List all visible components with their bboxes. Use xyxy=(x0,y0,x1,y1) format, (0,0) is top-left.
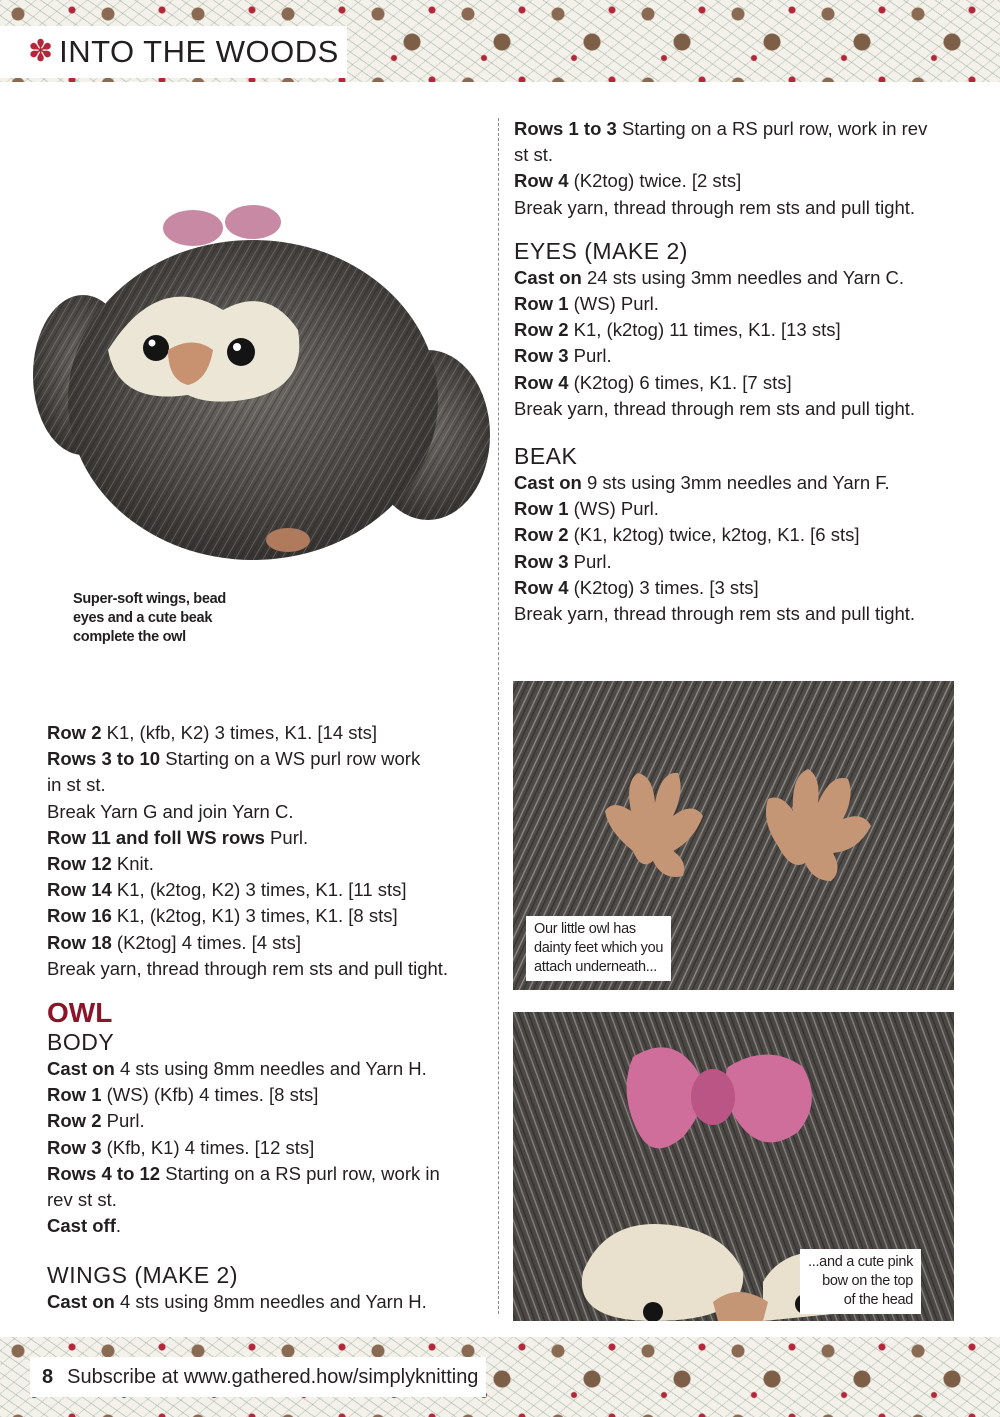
pattern-line: Row 1 (WS) (Kfb) 4 times. [8 sts] xyxy=(47,1084,319,1106)
pattern-line: Row 2 K1, (kfb, K2) 3 times, K1. [14 sts] xyxy=(47,722,378,743)
flower-icon: ✽ xyxy=(28,35,54,68)
caption-line: bow on the top xyxy=(822,1273,914,1289)
eyes-heading: EYES (MAKE 2) xyxy=(514,237,688,264)
owl-photo xyxy=(8,200,494,572)
caption-line: Our little owl has xyxy=(534,921,636,937)
pattern-line: Cast off. xyxy=(47,1215,122,1237)
pattern-line: rev st st. xyxy=(47,1189,117,1211)
body-heading: BODY xyxy=(47,1029,115,1056)
pattern-line: in st st. xyxy=(47,774,106,796)
pattern-line: Cast on 24 sts using 3mm needles and Yarn C. xyxy=(514,266,905,288)
caption-line: dainty feet which you xyxy=(534,940,664,956)
caption-line: ...and a cute pink xyxy=(808,1254,914,1270)
page-footer xyxy=(30,1357,486,1397)
caption-line: eyes and a cute beak xyxy=(73,610,213,626)
pattern-line: Row 3 (Kfb, K1) 4 times. [12 sts] xyxy=(47,1136,315,1158)
pattern-line: Break yarn, thread through rem sts and pull tight. xyxy=(47,957,449,979)
left-column xyxy=(47,720,492,1316)
wings-heading: WINGS (MAKE 2) xyxy=(47,1262,239,1289)
section-header xyxy=(0,26,347,78)
pattern-line: Row 2 (K1, k2tog) twice, k2tog, K1. [6 sts] xyxy=(514,524,860,546)
beak-heading: BEAK xyxy=(514,443,578,470)
pattern-line: Row 4 (K2tog) twice. [2 sts] xyxy=(514,170,742,192)
caption-line: attach underneath... xyxy=(534,959,657,975)
pattern-line: Rows 4 to 12 Starting on a RS purl row, work in xyxy=(47,1162,440,1184)
pattern-line: Row 2 Purl. xyxy=(47,1110,145,1132)
section-title: INTO THE WOODS xyxy=(59,34,339,69)
pattern-line: Break Yarn G and join Yarn C. xyxy=(47,800,294,822)
feet-photo-caption xyxy=(526,916,671,981)
pattern-line: Row 18 (K2tog] 4 times. [4 sts] xyxy=(47,931,301,953)
subscribe-link[interactable]: Subscribe at www.gathered.how/simplyknitting xyxy=(67,1365,479,1388)
owl-illustration xyxy=(8,200,494,572)
pattern-line: Row 4 (K2tog) 3 times. [3 sts] xyxy=(514,576,759,598)
pattern-line: Break yarn, thread through rem sts and pull tight. xyxy=(514,397,916,419)
pattern-line: st st. xyxy=(514,144,554,166)
column-divider xyxy=(498,118,499,1314)
pattern-line: Cast on 4 sts using 8mm needles and Yarn H. xyxy=(47,1058,427,1080)
pattern-line: Rows 3 to 10 Starting on a WS purl row work xyxy=(47,748,421,770)
owl-photo-caption xyxy=(73,590,226,647)
pattern-line: Row 1 (WS) Purl. xyxy=(514,293,659,315)
pattern-line: Row 3 Purl. xyxy=(514,550,612,572)
pattern-line: Rows 1 to 3 Starting on a RS purl row, work in rev xyxy=(514,118,928,139)
pattern-line: Break yarn, thread through rem sts and pull tight. xyxy=(514,603,916,625)
pattern-line: Row 16 K1, (k2tog, K1) 3 times, K1. [8 sts] xyxy=(47,905,398,927)
pattern-line: Break yarn, thread through rem sts and pull tight. xyxy=(514,196,916,218)
pattern-line: Row 12 Knit. xyxy=(47,853,154,875)
pattern-line: Cast on 9 sts using 3mm needles and Yarn F. xyxy=(514,472,890,494)
right-column xyxy=(514,116,984,627)
pattern-line: Row 14 K1, (k2tog, K2) 3 times, K1. [11 sts] xyxy=(47,879,407,901)
pattern-line: Row 2 K1, (k2tog) 11 times, K1. [13 sts] xyxy=(514,319,841,341)
caption-line: of the head xyxy=(843,1292,914,1308)
owl-heading: OWL xyxy=(47,997,113,1029)
bow-photo-caption xyxy=(800,1249,921,1314)
pattern-line: Cast on 4 sts using 8mm needles and Yarn H. xyxy=(47,1291,427,1313)
pattern-line: Row 4 (K2tog) 6 times, K1. [7 sts] xyxy=(514,371,792,393)
pattern-line: Row 11 and foll WS rows Purl. xyxy=(47,826,309,848)
caption-line: complete the owl xyxy=(73,629,186,645)
caption-line: Super-soft wings, bead xyxy=(73,591,226,607)
pattern-line: Row 3 Purl. xyxy=(514,345,612,367)
page-number: 8 xyxy=(42,1365,54,1388)
pattern-line: Row 1 (WS) Purl. xyxy=(514,498,659,520)
